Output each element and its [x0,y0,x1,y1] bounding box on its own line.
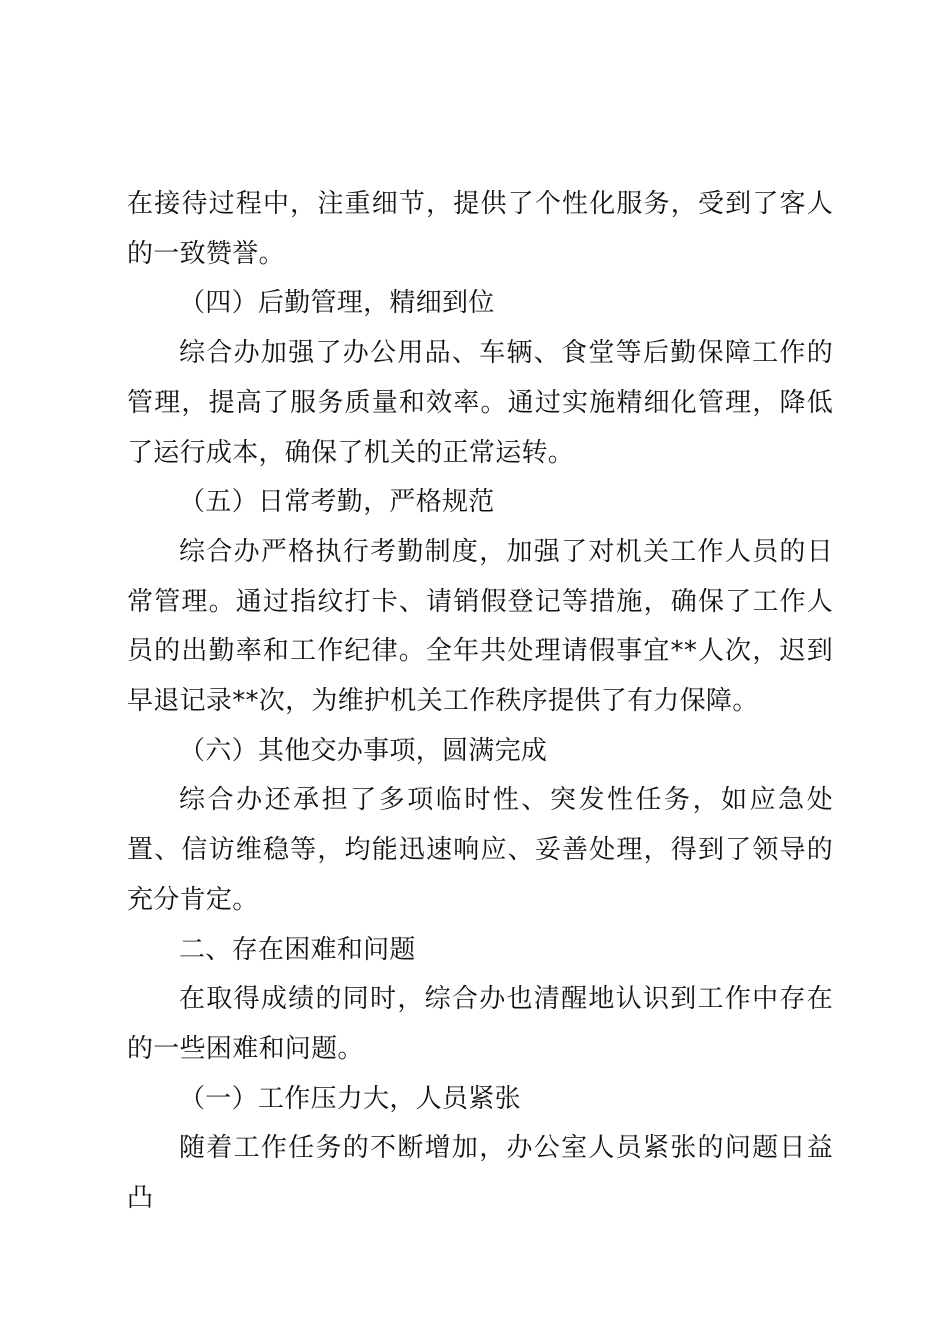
paragraph-reception-continued: 在接待过程中，注重细节，提供了个性化服务，受到了客人的一致赞誉。 [127,189,833,269]
heading-daily-attendance: （五）日常考勤，严格规范 [179,487,495,518]
document-body [127,180,833,1224]
paragraph-logistics-management: 综合办加强了办公用品、车辆、食堂等后勤保障工作的管理，提高了服务质量和效率。通过实施精细化管理，降低了运行成本，确保了机关的正常运转。 [127,338,833,468]
heading-work-pressure: （一）工作压力大，人员紧张 [179,1083,521,1114]
paragraph-work-pressure: 随着工作任务的不断增加，办公室人员紧张的问题日益凸 [127,1133,833,1214]
paragraph-other-assigned-tasks: 综合办还承担了多项临时性、突发性任务，如应急处置、信访维稳等，均能迅速响应、妥善处理，得到了领导的充分肯定。 [127,785,833,915]
heading-other-assigned-tasks: （六）其他交办事项，圆满完成 [179,735,548,766]
paragraph-daily-attendance: 综合办严格执行考勤制度，加强了对机关工作人员的日常管理。通过指纹打卡、请销假登记等措施，确保了工作人员的出勤率和工作纪律。全年共处理请假事宜**人次，迟到早退记录**次，为维护机关工作秩序提供了有力保障。 [127,536,833,717]
section-heading-difficulties: 二、存在困难和问题 [179,934,416,965]
paragraph-difficulties-intro: 在取得成绩的同时，综合办也清醒地认识到工作中存在的一些困难和问题。 [127,984,833,1064]
heading-logistics-management: （四）后勤管理，精细到位 [179,288,495,319]
